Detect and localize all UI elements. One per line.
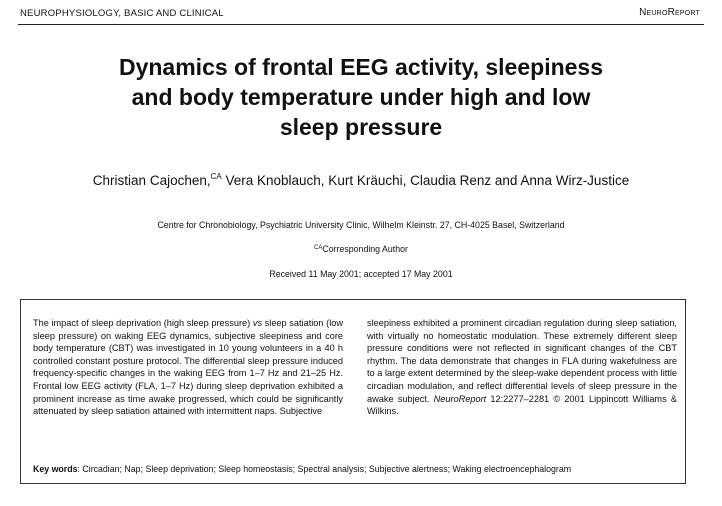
corresponding-note [0,244,722,254]
title-line-1: Dynamics of frontal EEG activity, sleepiness [118,54,604,80]
abstract-text: sleep satiation (low sleep pressure) on waking EEG dynamics, subjective sleepiness and core body temperature (CBT) was investigated in 10 young volunteers in a 40 h controlled constant posture protocol. The differential sleep pressure induced frequency-specific changes in the waking EEG from 1–7 Hz and 21–25 Hz. Frontal low EEG activity (FLA, 1–7 Hz) during sleep deprivation exhibited a prominent increase as time awake progressed, which could be significantly attenuated by sleep satiation attained with intermittent naps. Subjective [33,318,343,417]
keywords-label: Key words [33,464,78,474]
keywords-list: : Circadian; Nap; Sleep deprivation; Sleep homeostasis; Spectral analysis; Subjective alertness; Waking electroencephalogram [77,464,572,474]
corresponding-note-label: Corresponding Author [322,244,408,254]
author-list [0,172,722,188]
abstract-box [20,299,686,484]
author-corresponding: Christian Cajochen, [92,173,211,188]
abstract-column-right [367,317,677,418]
abstract-text: 12:2277–2281 © 2001 Lippincott Williams & Wilkins. [367,393,677,417]
article-title [60,52,662,142]
journal-citation: NeuroReport [433,393,487,404]
journal-name: NeuroReport [639,7,700,18]
corresponding-note-mark: CA [314,245,323,251]
received-dates: Received 11 May 2001; accepted 17 May 2001 [269,269,453,279]
author-others: Vera Knoblauch, Kurt Kräuchi, Claudia Renz and Anna Wirz-Justice [221,173,630,188]
title-line-2: and body temperature under high and low [131,84,591,110]
abstract-text: sleepiness exhibited a prominent circadian regulation during sleep satiation, with virtually no homeostatic modulation. These extremely different sleep pressure conditions were not reflected in significant changes of the CBT rhythm. The data demonstrate that changes in FLA during wakefulness are to a large extent determined by the sleep-wake dependent process with little circadian modulation, and reflect differential levels of sleep pressure in the awake subject. [367,318,677,404]
corresponding-mark: CA [210,172,222,181]
journal-section: NEUROPHYSIOLOGY, BASIC AND CLINICAL [20,8,224,19]
abstract-column-left [33,317,343,418]
title-line-3: sleep pressure [279,114,443,140]
abstract-text-italic: vs [252,318,263,328]
keywords [33,464,673,474]
abstract-text: The impact of sleep deprivation (high sleep pressure) [33,318,253,328]
header-rule [18,24,704,25]
affiliation: Centre for Chronobiology, Psychiatric University Clinic, Wilhelm Kleinstr. 27, CH-4025 Basel, Switzerland [157,220,565,230]
